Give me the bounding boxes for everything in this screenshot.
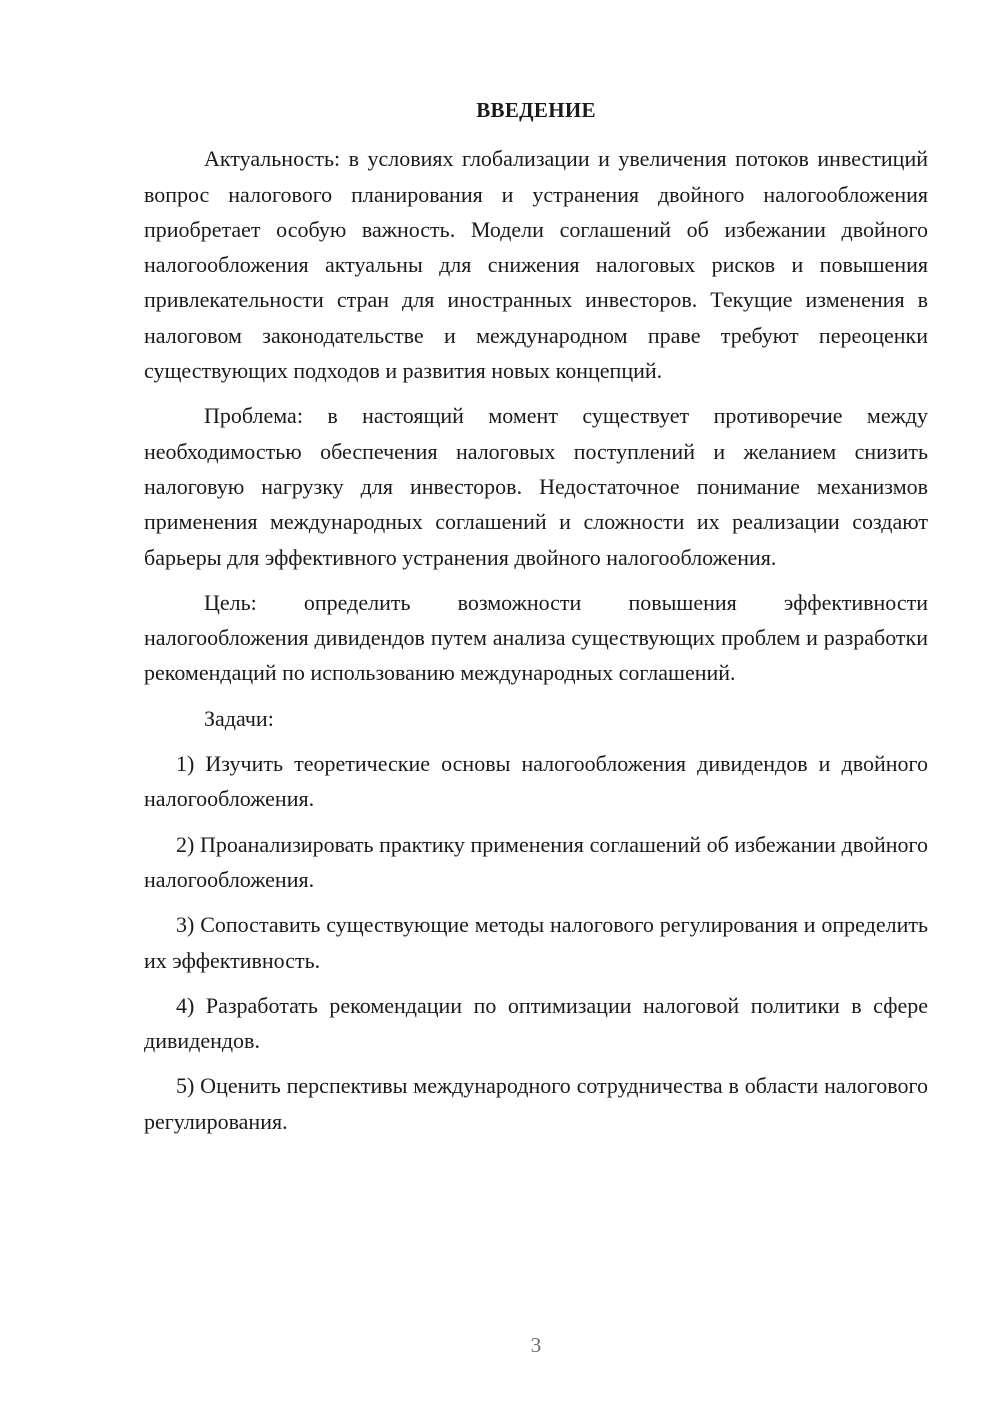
- paragraph-relevance: Актуальность: в условиях глобализации и увеличения потоков инвестиций вопрос налогового планирования и устранения двойного налогообложения приобретает особую важность. Модели соглашений об избежании двойного налогообложения актуальны для снижения налоговых рисков и повышения привлекательности стран для иностранных инвесторов. Текущие изменения в налоговом законодательстве и международном праве требуют переоценки существующих подходов и развития новых концепций.: [144, 146, 928, 384]
- page-number: 3: [530, 1333, 542, 1357]
- task-item: 5) Оценить перспективы международного сотрудничества в области налогового регулирования.: [144, 1073, 928, 1134]
- task-item: 3) Сопоставить существующие методы налогового регулирования и определить их эффективность.: [144, 912, 928, 973]
- paragraph-problem: Проблема: в настоящий момент существует противоречие между необходимостью обеспечения налоговых поступлений и желанием снизить налоговую нагрузку для инвесторов. Недостаточное понимание механизмов применения международных соглашений и сложности их реализации создают барьеры для эффективного устранения двойного налогообложения.: [144, 403, 928, 570]
- page-content: [144, 93, 928, 1149]
- section-title: ВВЕДЕНИЕ: [476, 98, 596, 122]
- paragraph-goal: Цель: определить возможности повышения эффективности налогообложения дивидендов путем анализа существующих проблем и разработки рекомендаций по использованию международных соглашений.: [144, 589, 928, 686]
- task-item: 1) Изучить теоретические основы налогообложения дивидендов и двойного налогообложения.: [144, 751, 928, 812]
- task-item: 2) Проанализировать практику применения соглашений об избежании двойного налогообложения.: [144, 831, 928, 892]
- tasks-label: Задачи:: [204, 705, 274, 731]
- task-item: 4) Разработать рекомендации по оптимизации налоговой политики в сфере дивидендов.: [144, 992, 928, 1054]
